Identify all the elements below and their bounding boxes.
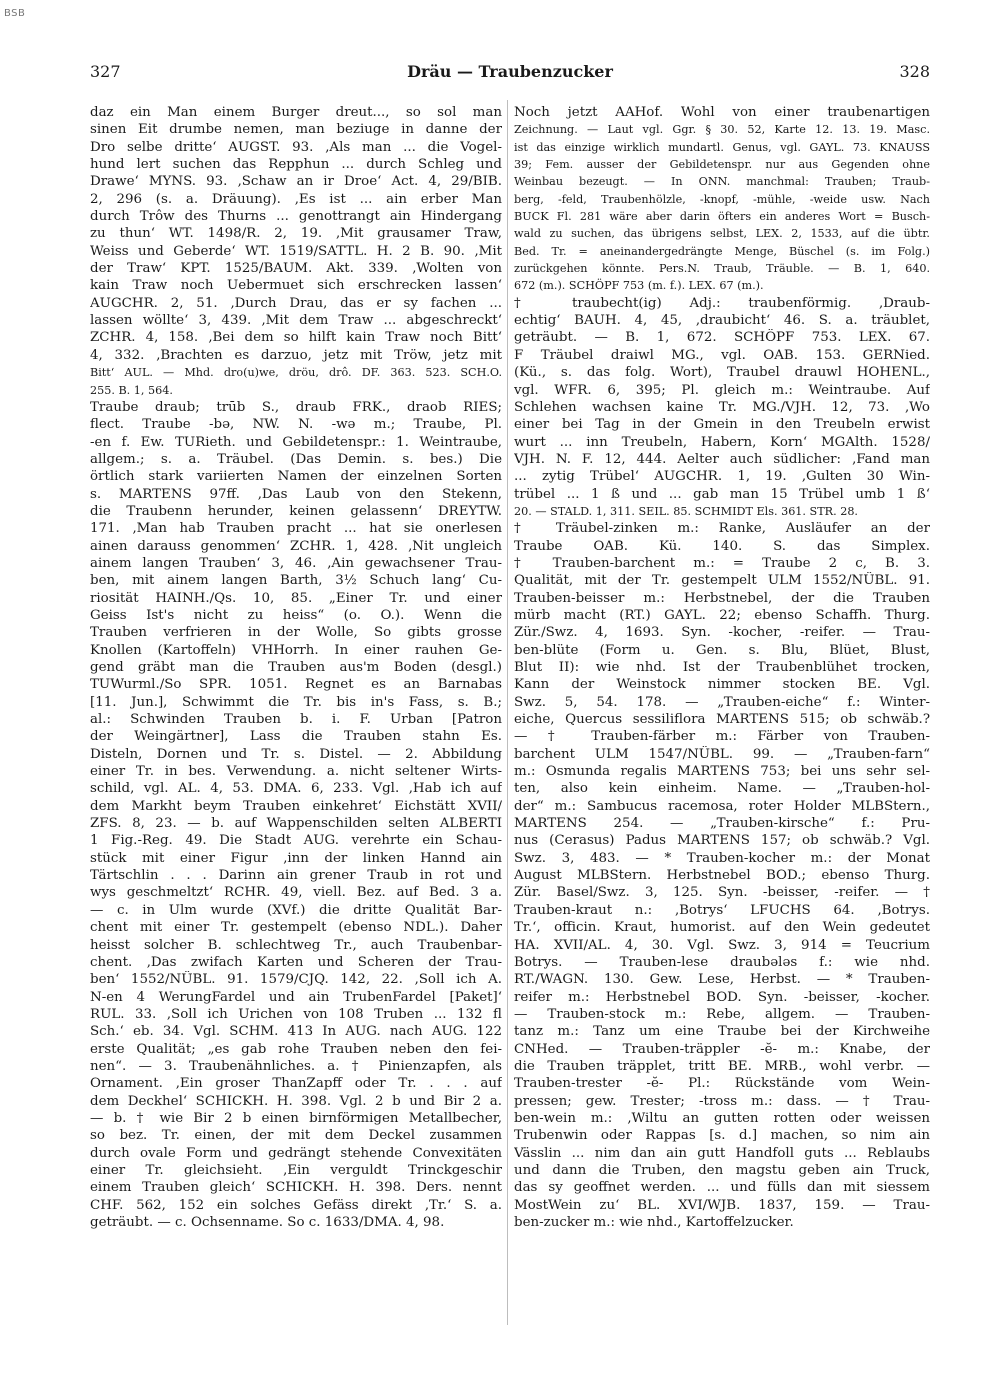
text-line: Sch.‘ eb. 34. Vgl. SCHM. 413 In AUG. nach AUG. 122: [90, 1024, 502, 1040]
text-line: Noch jetzt AAHof. Wohl von einer traubenartigen: [514, 105, 930, 120]
text-line: 39; Fem. ausser der Gebildetenspr. nur aus Gegenden ohne: [514, 158, 930, 172]
text-line: Trauben verfrieren in der Wolle, So gibts grosse: [90, 625, 502, 641]
text-line: vgl. WFR. 6, 395; Pl. gleich m.: Weintraube. Auf: [514, 382, 930, 398]
text-line: Vässlin ... nim dan ain gutt Handfoll guts ... Reblaubs: [514, 1145, 930, 1161]
text-line: und dann die Truben, den magstu geben ain Truck,: [514, 1162, 930, 1178]
text-line: 672 (m.). SCHÖPF 753 (m. f.). LEX. 67 (m.).: [514, 279, 764, 293]
text-line: Dro selbe dritte‘ AUGST. 93. ‚Als man ... die Vogel-: [90, 139, 502, 155]
text-line: CNHed. — Trauben-träppler -ĕ- m.: Knabe, der: [514, 1041, 930, 1057]
text-line: ten, also kein einheim. Name. — „Trauben-hol-: [514, 781, 930, 797]
page-number-left: 327: [90, 62, 121, 81]
text-line: s. MARTENS 97ff. ‚Das Laub von den Stekenn,: [90, 486, 502, 502]
text-line: 1 Fig.-Reg. 49. Die Stadt AUG. verehrte ein Schau-: [90, 833, 502, 849]
text-line: TUWurml./So SPR. 1051. Regnet es an Barnabas: [90, 677, 502, 693]
text-line: ZFS. 8, 23. — b. auf Wappenschilden selten ALBERTI: [90, 816, 502, 832]
text-line: allgem.; s. a. Träubel. (Das Demin. s. bes.) Die: [90, 451, 502, 467]
text-line: mürb macht (RT.) GAYL. 22; ebenso Schaffh. Thurg.: [514, 607, 930, 623]
text-line: BUCK Fl. 281 wäre aber darin öfters ein anderes Wort = Busch-: [514, 210, 930, 224]
text-line: RT./WAGN. 130. Gew. Lese, Herbst. — * Trauben-: [514, 972, 930, 988]
text-line: 171. ‚Man hab Trauben pracht ... hat sie onerlesen: [90, 521, 502, 537]
text-line: Drawe‘ MYNS. 93. ‚Schaw an ir Droe‘ Act. 4, 29/BIB.: [90, 174, 502, 190]
text-line: Zür./Swz. 4, 1693. Syn. -kocher, -reifer. — Trau-: [514, 625, 930, 641]
text-line: hund lert suchen das Repphun ... durch Schleg und: [90, 157, 502, 173]
text-line: barchent ULM 1547/NÜBL. 99. — „Trauben-farn“: [514, 746, 930, 762]
text-line: örtlich stark variierten Namen der einzelnen Sorten: [90, 469, 502, 485]
text-line: dem Deckhel‘ SCHICKH. H. 398. Vgl. 2 b und Bir 2 a.: [90, 1093, 502, 1109]
text-line: Blut II): wie nhd. Ist der Traubenblühet trocken,: [514, 660, 930, 675]
text-line: Trauben-kraut n.: ‚Botrys‘ LFUCHS 64. ‚Botrys.: [514, 902, 930, 918]
text-line: Ornament. ‚Ein groser ThanZapff oder Tr. . . . auf: [90, 1076, 502, 1092]
left-column: [90, 104, 502, 1231]
text-line: durch ovale Form und gedrängt stehende Convexitäten: [90, 1145, 502, 1161]
text-line: ist das einzige wirklich mundartl. Genus, vgl. GAYL. 73. KNAUSS: [514, 140, 930, 154]
running-title: Dräu — Traubenzucker: [407, 62, 613, 81]
text-line: Disteln, Dornen und Tr. s. Distel. — 2. Abbildung: [90, 746, 502, 762]
text-line: der Weingärtner], Lass die Trauben stahn Es.: [90, 729, 502, 745]
text-line: heisst solcher B. schlechtweg Tr., auch Traubenbar-: [90, 937, 502, 953]
text-line: † Trauben-barchent m.: = Traube 2 c, B. 3.: [514, 555, 930, 571]
text-line: schild, vgl. AL. 4, 53. DMA. 6, 233. Vgl. ‚Hab ich auf: [90, 781, 502, 797]
text-line: durch Trôw des Thurns ... genottrangt ain Hindergang: [90, 209, 502, 225]
text-line: geträubt. — B. 1, 672. SCHÖPF 753. LEX. 67.: [514, 330, 930, 346]
text-line: so bez. Tr. einen, der mit dem Deckel zusammen: [90, 1128, 502, 1144]
text-line: das sy geoffnet werden. ... und fülls dan mit siessem: [514, 1180, 930, 1196]
text-line: — † Trauben-färber m.: Färber von Trauben-: [514, 729, 930, 745]
text-line: MARTENS 254. — „Trauben-kirsche“ f.: Pru-: [514, 816, 930, 832]
text-line: tanz m.: Tanz um eine Traube bei der Kirchweihe: [514, 1024, 930, 1040]
page-number-right: 328: [899, 62, 930, 81]
text-line: Swz. 3, 483. — * Trauben-kocher m.: der Monat: [514, 850, 930, 866]
text-line: Trubenwin oder Rappas [s. d.] machen, so nim ain: [514, 1128, 930, 1144]
text-line: Zür. Basel/Swz. 3, 125. Syn. -beisser, -reifer. — †: [514, 885, 930, 901]
text-line: ainen darauss genommen‘ ZCHR. 1, 428. ‚Nit ungleich: [90, 538, 502, 554]
text-line: [11. Jun.], Schwimmt die Tr. bis in's Fass, s. B.;: [90, 694, 502, 710]
text-line: HA. XVII/AL. 4, 30. Vgl. Swz. 3, 914 = Teucrium: [514, 937, 930, 953]
text-line: ainem langen Trauben‘ 3, 46. ‚Ain gewachsener Trau-: [90, 555, 502, 571]
text-line: CHF. 562, 152 ein solches Gefäss direkt ‚Tr.‘ S. a.: [90, 1197, 502, 1213]
text-line: wurt ... inn Treubeln, Habern, Korn‘ MGAlth. 1528/: [514, 434, 930, 450]
text-line: AUGCHR. 2, 51. ‚Durch Drau, das er sy fachen ...: [90, 295, 502, 311]
text-line: ... zytig Trübel‘ AUGCHR. 1, 19. ‚Gulten 30 Win-: [514, 469, 930, 485]
text-line: 4, 332. ‚Brachten es darzuo, jetz mit Tröw, jetz mit: [90, 347, 502, 363]
text-line: — b. † wie Bir 2 b einen birnförmigen Metallbecher,: [90, 1110, 502, 1126]
text-line: N-en 4 WerungFardel und ain TrubenFardel [Paket]‘: [90, 989, 502, 1005]
text-line: wald zu suchen, das übrigens selbst, LEX. 2, 1533, auf die übtr.: [514, 227, 930, 241]
text-line: der“ m.: Sambucus racemosa, roter Holder MLBStern.,: [514, 798, 930, 814]
text-line: flect. Traube -bə, NW. N. -wə m.; Traube, Pl.: [90, 417, 502, 433]
text-line: stück mit einer Figur ‚inn der linken Hannd ain: [90, 850, 502, 866]
text-line: trübel ... 1 ß und ... gab man 15 Trübel umb 1 ß‘: [514, 486, 930, 502]
text-line: ben‘ 1552/NÜBL. 91. 1579/CJQ. 142, 22. ‚Soll ich A.: [90, 972, 502, 988]
text-line: einer Tr. gleichsieht. ‚Ein verguldt Trinckgeschir: [90, 1162, 502, 1178]
text-line: Traube draub; trūb S., draub FRK., draob RIES;: [90, 399, 502, 415]
text-line: ZCHR. 4, 158. ‚Bei dem so hilft kain Traw noch Bitt‘: [90, 330, 502, 346]
text-line: gend gräbt man die Trauben aus'm Boden (desgl.): [90, 660, 502, 675]
text-line: chent. ‚Das zwifach Karten und Scheren der Trau-: [90, 954, 502, 970]
text-line: Tr.‘, officin. Kraut, humorist. auf den Wein gedeutet: [514, 920, 930, 936]
text-line: einer Tr. in bes. Verwendung. a. nicht seltener Wirts-: [90, 764, 502, 780]
text-line: Tärtschlin . . . Darinn ain grener Traub in rot und: [90, 868, 502, 884]
right-column: [514, 104, 930, 1231]
text-line: erste Qualität; „es gab rohe Trauben neben den fei-: [90, 1041, 502, 1057]
text-line: al.: Schwinden Trauben b. i. F. Urban [Patron: [90, 712, 502, 728]
text-line: echtig‘ BAUH. 4, 45, ‚draubicht‘ 46. S. a. träublet,: [514, 313, 930, 329]
text-line: Knollen (Kartoffeln) VHHorrh. In einer rauhen Ge-: [90, 642, 502, 658]
text-line: Bitt‘ AUL. — Mhd. dro(u)we, dröu, drô. DF. 363. 523. SCH.O.: [90, 366, 502, 380]
text-line: zurückgehen könnte. Pers.N. Traub, Träuble. — B. 1, 640.: [514, 262, 930, 276]
text-line: Bed. Tr. = aneinandergedrängte Menge, Büschel (s. im Folg.): [514, 244, 930, 258]
text-line: daz ein Man einem Burger dreut..., so sol man: [90, 105, 502, 120]
text-line: 20. — STALD. 1, 311. SEIL. 85. SCHMIDT Els. 361. STR. 28.: [514, 504, 858, 518]
text-line: kain Traw noch Uebermuet sich erschrecken lassen‘: [90, 278, 502, 294]
text-line: dem Markht beym Trauben einkehret‘ Eichstätt XVII/: [90, 798, 502, 814]
text-line: berg, -feld, Traubenhölzle, -knopf, -mühle, -weide usw. Nach: [514, 192, 930, 206]
text-line: Swz. 5, 54. 178. — „Trauben-eiche“ f.: Winter-: [514, 694, 930, 710]
text-line: (Kü., s. das folg. Wort), Traubel drauwl HOHENL.,: [514, 365, 930, 381]
text-line: zu thun‘ WT. 1498/R. 2, 19. ‚Mit grausamer Traw,: [90, 226, 502, 242]
text-line: einer bei Tag in der Gmein in den Treubeln erwist: [514, 417, 930, 433]
text-line: riosität HAINH./Qs. 10, 85. „Einer Tr. und einer: [90, 590, 502, 606]
text-line: RUL. 33. ‚Soll ich Urichen von 108 Truben ... 132 fl: [90, 1006, 502, 1022]
text-line: nen“. — 3. Traubenähnliches. a. † Pinienzapfen, als: [90, 1058, 502, 1074]
text-line: † traubecht(ig) Adj.: traubenförmig. ‚Draub-: [514, 295, 930, 311]
text-line: † Träubel-zinken m.: Ranke, Ausläufer an der: [514, 521, 930, 537]
text-line: -en f. Ew. TURieth. und Gebildetenspr.: 1. Weintraube,: [90, 434, 502, 450]
text-line: reifer m.: Herbstnebel BOD. Syn. -beisser, -kocher.: [514, 989, 930, 1005]
text-line: der Traw‘ KPT. 1525/BAUM. Akt. 339. ‚Wolten von: [90, 261, 502, 277]
text-line: — Trauben-stock m.: Rebe, allgem. — Trauben-: [514, 1006, 930, 1022]
text-line: die Trauben träpplet, tritt BE. MRB., wohl verbr. —: [514, 1058, 930, 1074]
text-line: Botrys. — Trauben-lese draubələs f.: wie nhd.: [514, 954, 930, 970]
text-line: nus (Cerasus) Padus MARTENS 157; ob schwäb.? Vgl.: [514, 833, 930, 849]
text-line: Zeichnung. — Laut vgl. Ggr. § 30. 52, Karte 12. 13. 19. Masc.: [514, 123, 930, 137]
text-line: F Träubel draiwl MG., vgl. OAB. 153. GERNied.: [514, 347, 930, 363]
text-line: Schlehen wachsen kaine Tr. MG./VJH. 12, 73. ‚Wo: [514, 399, 930, 415]
text-line: ben-zucker m.: wie nhd., Kartoffelzucker.: [514, 1215, 794, 1230]
column-divider: [507, 100, 508, 1325]
page-header: [90, 62, 930, 86]
text-line: ben, mit ainem langen Barth, 3½ Schuch lang‘ Cu-: [90, 573, 502, 589]
text-line: ben-wein m.: ‚Wiltu an gutten rotten oder weissen: [514, 1110, 930, 1126]
text-line: — c. in Ulm wurde (XVf.) die dritte Qualität Bar-: [90, 902, 502, 918]
text-line: Trauben-beisser m.: Herbstnebel, der die Trauben: [514, 590, 930, 606]
text-line: Weiss und Geberde‘ WT. 1519/SATTL. H. 2 B. 90. ‚Mit: [90, 243, 502, 259]
text-line: Qualität, mit der Tr. gestempelt ULM 1552/NÜBL. 91.: [514, 573, 930, 589]
text-line: chent mit einer Tr. gestempelt (ebenso NDL.). Daher: [90, 920, 502, 936]
text-line: einem Trauben gleich‘ SCHICKH. H. 398. Ders. nennt: [90, 1180, 502, 1196]
text-line: die Traubenn herunder, keinen gelassenn‘ DREYTW.: [90, 503, 502, 519]
text-line: Weinbau bezeugt. — In ONN. manchmal: Trauben; Traub-: [514, 175, 930, 189]
text-line: Traube OAB. Kü. 140. S. das Simplex.: [514, 538, 930, 554]
text-line: wys geschmeltzt‘ RCHR. 49, viell. Bez. auf Bed. 3 a.: [90, 885, 502, 901]
text-line: ben-blüte (Form u. Gen. s. Blu, Blüet, Blust,: [514, 642, 930, 658]
text-line: Trauben-trester -ĕ- Pl.: Rückstände vom Wein-: [514, 1076, 930, 1092]
text-line: pressen; gew. Trester; -tross m.: dass. — † Trau-: [514, 1093, 930, 1109]
text-line: VJH. N. F. 12, 444. Aelter auch südlicher: ‚Fand man: [514, 451, 930, 467]
text-line: 2, 296 (s. a. Dräuung). ‚Es ist ... ain erber Man: [90, 191, 502, 207]
text-line: m.: Osmunda regalis MARTENS 753; bei uns sehr sel-: [514, 764, 930, 780]
text-line: geträubt. — c. Ochsenname. So c. 1633/DMA. 4, 98.: [90, 1215, 445, 1230]
text-line: eiche, Quercus sessiliflora MARTENS 515; ob schwäb.?: [514, 712, 930, 728]
text-line: 255. B. 1, 564.: [90, 383, 173, 397]
library-stamp: BSB: [4, 8, 26, 19]
text-line: lassen wöllte‘ 3, 439. ‚Mit dem Traw ... abgeschreckt‘: [90, 313, 502, 329]
text-line: August MLBStern. Herbstnebel BOD.; ebenso Thurg.: [514, 868, 930, 884]
text-line: Geiss Ist's nicht zu heiss“ (o. O.). Wenn die: [90, 607, 502, 623]
text-line: sinen Eit drumbe nemen, man beziuge in danne der: [90, 122, 502, 138]
text-line: Kann der Weinstock nimmer stocken BE. Vgl.: [514, 677, 930, 693]
text-line: MostWein zu‘ BL. XVI/WJB. 1837, 159. — Trau-: [514, 1197, 930, 1213]
